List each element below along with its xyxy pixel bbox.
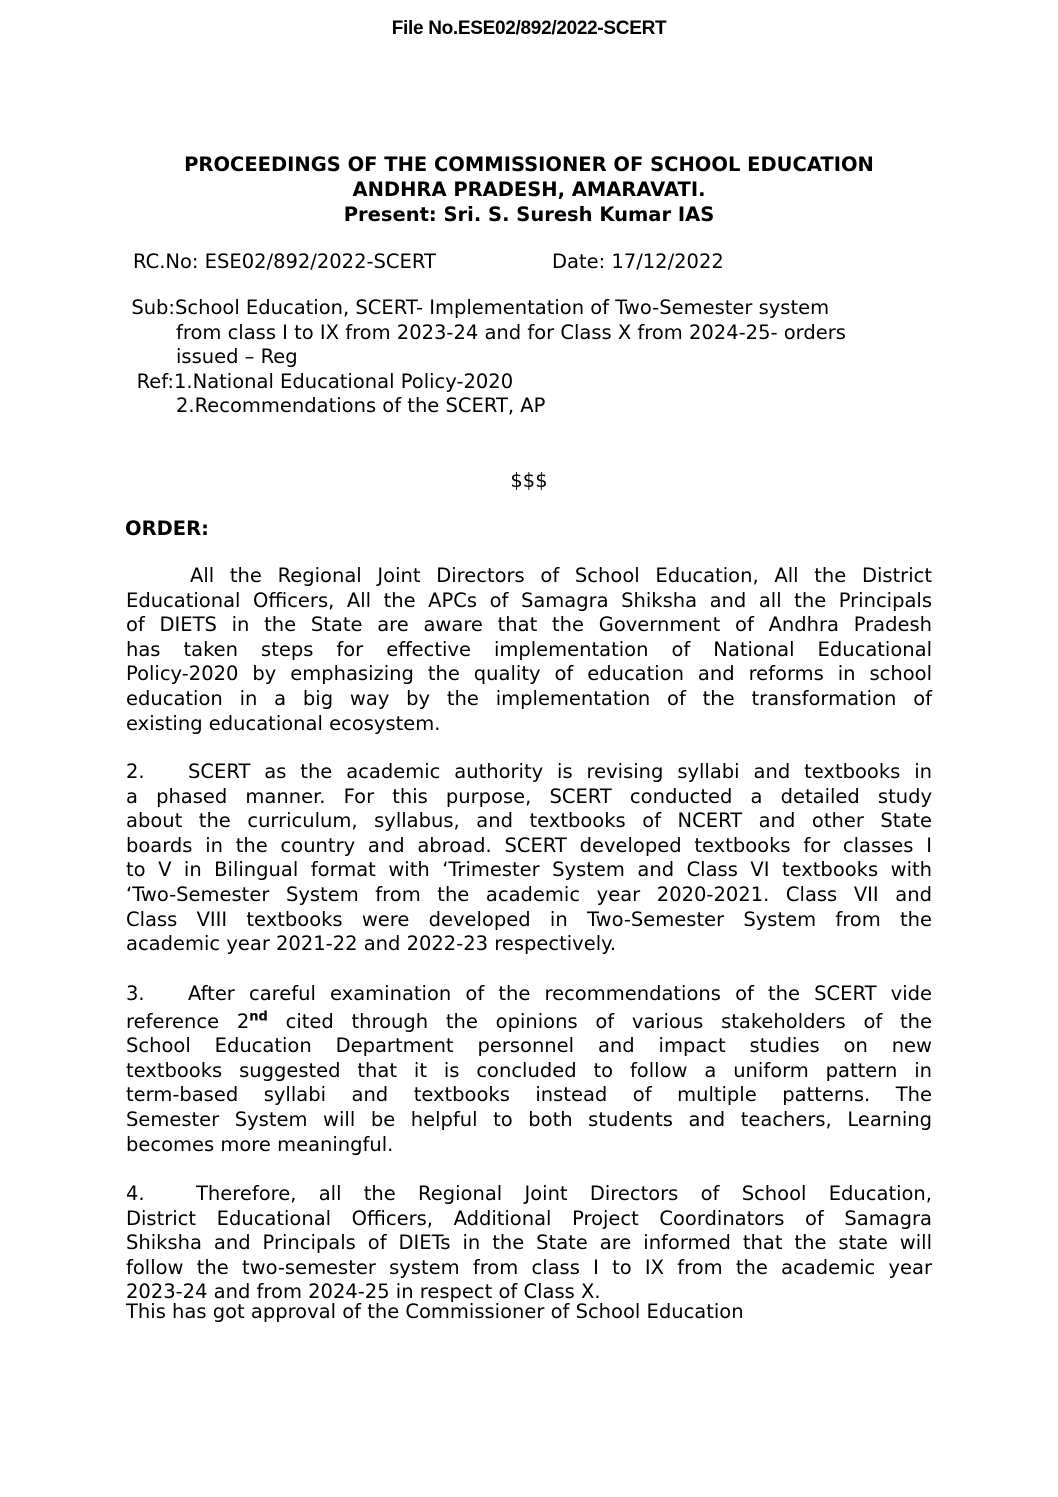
paragraph-2 bbox=[126, 760, 932, 957]
paragraph-2-line: ‘Two-Semester System from the academic year 2020-2021. Class VII and bbox=[126, 882, 932, 906]
paragraph-2-line: a phased manner. For this purpose, SCERT conducted a detailed study bbox=[126, 784, 932, 808]
heading-line-2: ANDHRA PRADESH, AMARAVATI. bbox=[352, 178, 706, 201]
paragraph-2-line: about the curriculum, syllabus, and textbooks of NCERT and other State bbox=[126, 809, 932, 833]
paragraph-1-line: All the Regional Joint Directors of School Education, All the District bbox=[190, 564, 932, 587]
paragraph-3-line: After careful examination of the recommendations of the SCERT vide bbox=[188, 982, 932, 1005]
order-label: ORDER: bbox=[125, 517, 209, 540]
heading-line-1: PROCEEDINGS OF THE COMMISSIONER OF SCHOOL EDUCATION bbox=[184, 153, 874, 176]
paragraph-4-line: District Educational Officers, Additional Project Coordinators of Samagra bbox=[126, 1206, 932, 1230]
heading-line-3: Present: Sri. S. Suresh Kumar IAS bbox=[343, 203, 715, 226]
approval-statement: This has got approval of the Commissioner of School Education bbox=[126, 1300, 744, 1323]
rc-line bbox=[133, 250, 724, 275]
paragraph-1-line: Policy-2020 by emphasizing the quality of education and reforms in school bbox=[126, 662, 932, 686]
subject-line-2: from class I to IX from 2023-24 and for Class X from 2024-25- orders bbox=[176, 320, 846, 344]
subject-line-1: School Education, SCERT- Implementation of Two-Semester system bbox=[175, 296, 830, 319]
paragraph-3-line: Semester System will be helpful to both students and teachers, Learning bbox=[126, 1107, 932, 1131]
paragraph-1-line: has taken steps for effective implementation of National Educational bbox=[126, 637, 932, 661]
paragraph-1-line: education in a big way by the implementation of the transformation of bbox=[126, 686, 932, 710]
subject-label: Sub: bbox=[131, 296, 175, 319]
paragraph-4-line: follow the two-semester system from class I to IX from the academic year bbox=[126, 1255, 932, 1279]
paragraph-3-number: 3. bbox=[126, 982, 145, 1005]
paragraph-3-line: cited through the opinions of various stakeholders of the bbox=[267, 1009, 932, 1033]
paragraph-2-line: to V in Bilingual format with ‘Trimester System and Class VI textbooks with bbox=[126, 858, 932, 882]
paragraph-3-line: reference 2 bbox=[126, 1009, 250, 1033]
subject-line-3: issued – Reg bbox=[176, 345, 298, 369]
paragraph-4-line: 2023-24 and from 2024-25 in respect of Class X. bbox=[126, 1280, 601, 1304]
paragraph-2-line: boards in the country and abroad. SCERT developed textbooks for classes I bbox=[126, 833, 932, 857]
reference-label: Ref: bbox=[136, 369, 174, 393]
paragraph-2-line: Class VIII textbooks were developed in Two-Semester System from the bbox=[126, 907, 932, 931]
proceedings-heading bbox=[0, 152, 1058, 227]
paragraph-3-line: becomes more meaningful. bbox=[126, 1132, 394, 1156]
subject-reference-block bbox=[128, 296, 928, 419]
paragraph-1-line: of DIETS in the State are aware that the Government of Andhra Pradesh bbox=[126, 613, 932, 637]
paragraph-4-line: Therefore, all the Regional Joint Directors of School Education, bbox=[196, 1182, 932, 1205]
file-number: File No.ESE02/892/2022-SCERT bbox=[391, 18, 667, 39]
reference-item-2: 2.Recommendations of the SCERT, AP bbox=[176, 394, 546, 418]
paragraph-2-line: academic year 2021-22 and 2022-23 respectively. bbox=[126, 932, 617, 956]
subject-row bbox=[128, 296, 928, 321]
separator: $$$ bbox=[510, 469, 548, 492]
reference-item-1: 1.National Educational Policy-2020 bbox=[174, 369, 514, 393]
paragraph-4-line: Shiksha and Principals of DIETs in the State are informed that the state will bbox=[126, 1231, 932, 1255]
reference-row bbox=[128, 370, 928, 395]
superscript-ordinal: nd bbox=[249, 1009, 268, 1025]
paragraph-3-line: term-based syllabi and textbooks instead of multiple patterns. The bbox=[126, 1083, 932, 1107]
paragraph-3-line: textbooks suggested that it is concluded to follow a uniform pattern in bbox=[126, 1058, 932, 1082]
paragraph-3 bbox=[126, 982, 932, 1157]
paragraph-4-number: 4. bbox=[126, 1182, 145, 1205]
paragraph-3-line: School Education Department personnel and impact studies on new bbox=[126, 1034, 932, 1058]
paragraph-2-number: 2. bbox=[126, 760, 145, 783]
paragraph-1-line: Educational Officers, All the APCs of Samagra Shiksha and all the Principals bbox=[126, 588, 932, 612]
rc-date: Date: 17/12/2022 bbox=[552, 250, 724, 273]
paragraph-1 bbox=[126, 564, 932, 736]
paragraph-4 bbox=[126, 1182, 932, 1305]
rc-number: RC.No: ESE02/892/2022-SCERT bbox=[133, 250, 436, 273]
paragraph-1-line: existing educational ecosystem. bbox=[126, 711, 441, 735]
paragraph-2-line: SCERT as the academic authority is revising syllabi and textbooks in bbox=[188, 760, 932, 783]
